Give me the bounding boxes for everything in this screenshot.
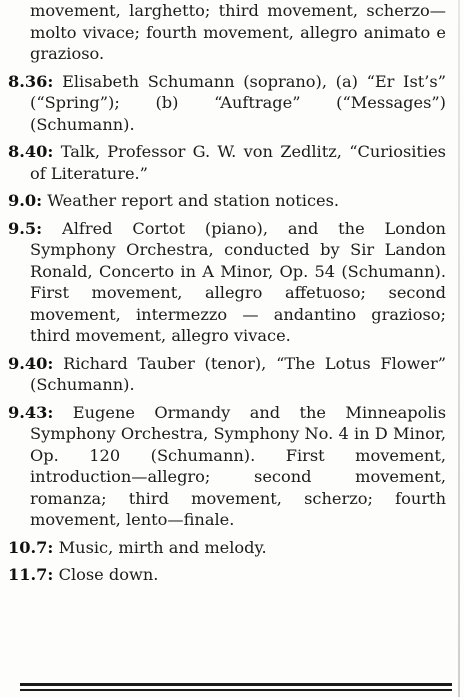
column-end-rule [20, 683, 452, 694]
double-rule-bottom [20, 689, 452, 691]
radio-programme-column [8, 0, 446, 592]
programme-entry-0905 [8, 218, 446, 347]
entry-text: Close down. [58, 565, 159, 584]
entry-text: Eugene Ormandy and the Minneapolis Symphony Orchestra, Symphony No. 4 in D Minor, Op. 120 (Schumann). First movement, introduction—allegro; second movement, romanza; third movement, scherzo; fourth movement, lento—finale. [30, 402, 446, 529]
entry-text: Richard Tauber (tenor), “The Lotus Flower” (Schumann). [30, 353, 446, 394]
programme-entry-0900 [8, 190, 446, 212]
entry-text: Elisabeth Schumann (soprano), (a) “Er Ist’s” (“Spring”); (b) “Auftrage” (“Messages”) (Schumann). [30, 71, 446, 134]
entry-text: Weather report and station notices. [47, 191, 340, 210]
entry-time: 9.43: [8, 402, 54, 422]
programme-continuation [8, 0, 446, 65]
continuation-text: movement, larghetto; third movement, scherzo—molto vivace; fourth movement, allegro animato e grazioso. [30, 1, 446, 63]
entry-time: 9.5: [8, 218, 43, 238]
entry-time: 11.7: [8, 565, 54, 584]
programme-entry-1007 [8, 537, 446, 559]
entry-time: 8.40: [8, 142, 54, 161]
programme-entry-0943 [8, 402, 446, 531]
programme-entry-0836 [8, 71, 446, 136]
entry-text: Talk, Professor G. W. von Zedlitz, “Curiosities of Literature.” [30, 142, 446, 183]
entry-text: Alfred Cortot (piano), and the London Symphony Orchestra, conducted by Sir Landon Ronald, Concerto in A Minor, Op. 54 (Schumann). First movement, allegro affetuoso; second movement, intermezzo — andantino grazioso; third movement, allegro vivace. [30, 218, 446, 345]
entry-time: 10.7: [8, 537, 54, 557]
programme-entry-0940 [8, 353, 446, 396]
clipping-edge [458, 0, 460, 697]
entry-text: Music, mirth and melody. [58, 537, 267, 557]
entry-time: 9.0: [8, 191, 43, 210]
double-rule-top [20, 683, 452, 686]
programme-entry-0840 [8, 141, 446, 184]
entry-time: 8.36: [8, 71, 54, 91]
programme-entry-1107 [8, 564, 446, 586]
entry-time: 9.40: [8, 353, 54, 373]
